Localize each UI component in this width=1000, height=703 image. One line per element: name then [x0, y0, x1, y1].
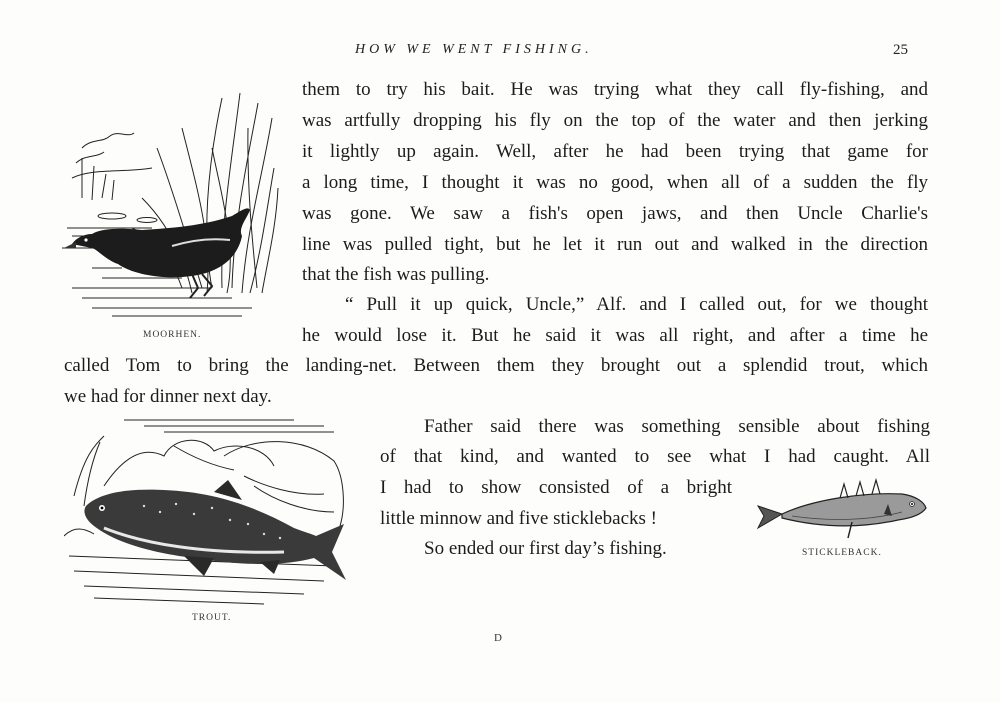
text-line: that the fish was pulling. — [302, 264, 490, 285]
text-line: it lightly up again. Well, after he had been trying that game for — [302, 141, 928, 162]
text-line: So ended our first day’s fishing. — [424, 538, 667, 559]
text-line: “ Pull it up quick, Uncle,” Alf. and I called out, for we thought — [345, 294, 928, 315]
text-line: line was pulled tight, but he let it run out and walked in the direction — [302, 234, 928, 255]
trout-illustration — [64, 416, 350, 610]
running-head: HOW WE WENT FISHING. — [355, 42, 593, 57]
text-line: of that kind, and wanted to see what I had caught. All — [380, 446, 930, 467]
text-line: little minnow and five sticklebacks ! — [380, 508, 658, 529]
trout-caption: TROUT. — [192, 613, 232, 623]
stickleback-illustration — [752, 478, 928, 548]
text-line: called Tom to bring the landing-net. Between them they brought out a splendid trout, which — [64, 355, 928, 376]
text-line: Father said there was something sensible about fishing — [424, 416, 930, 437]
page-number: 25 — [893, 42, 908, 58]
moorhen-illustration — [62, 88, 280, 320]
text-line: was gone. We saw a fish's open jaws, and then Uncle Charlie's — [302, 203, 928, 224]
text-line: was artfully dropping his fly on the top of the water and then jerking — [302, 110, 928, 131]
text-line: I had to show consisted of a bright — [380, 477, 732, 498]
text-line: he would lose it. But he said it was all right, and after a time he — [302, 325, 928, 346]
text-line: we had for dinner next day. — [64, 386, 272, 407]
moorhen-caption: MOORHEN. — [143, 330, 202, 340]
text-line: a long time, I thought it was no good, when all of a sudden the fly — [302, 172, 928, 193]
stickleback-caption: STICKLEBACK. — [802, 548, 882, 558]
signature-mark: D — [494, 632, 502, 644]
text-line: them to try his bait. He was trying what they call fly-fishing, and — [302, 79, 928, 100]
